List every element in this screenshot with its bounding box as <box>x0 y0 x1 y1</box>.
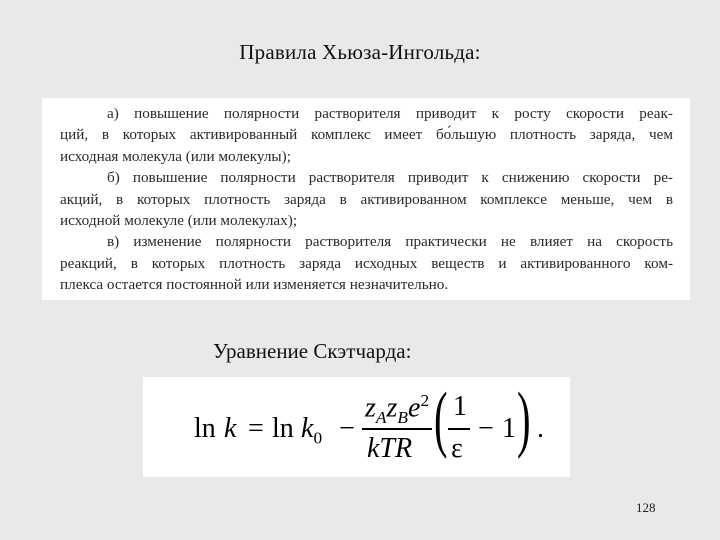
z-b-subscript: B <box>397 407 409 427</box>
equation-title: Уравнение Скэтчарда: <box>213 339 412 363</box>
epsilon: ε <box>451 433 463 464</box>
z-a-subscript: A <box>375 407 387 427</box>
rule-b-line-3: исходной молекуле (или молекулах); <box>60 212 298 230</box>
e-exponent: 2 <box>420 391 430 410</box>
z-b: z <box>386 392 398 424</box>
right-paren: ) <box>517 378 531 460</box>
rule-c-line-1: в) изменение полярности растворителя практически не влияет на скорость <box>107 233 673 251</box>
rule-c-line-3: плекса остается постоянной или изменяется незначительно. <box>60 276 449 294</box>
k-variable: k <box>224 413 237 444</box>
scatchard-equation <box>143 377 570 477</box>
minus-sign-2: − <box>478 413 494 444</box>
rules-scan-box <box>42 98 690 300</box>
k0-subscript: 0 <box>313 428 323 448</box>
ln-left: ln <box>194 413 216 444</box>
period: . <box>537 413 544 444</box>
left-paren: ( <box>434 378 448 460</box>
rule-c-line-2: реакций, в которых плотность заряда исходных веществ и активированного ком- <box>60 254 673 272</box>
rule-a-line-1: а) повышение полярности растворителя приводит к росту скорости реак- <box>107 105 673 122</box>
main-fraction-bar <box>362 428 432 430</box>
page-number: 128 <box>636 500 656 515</box>
rule-b-line-1: б) повышение полярности растворителя приводит к снижению скорости ре- <box>107 169 673 187</box>
minus-sign-1: − <box>339 413 355 444</box>
kTR-denominator: kTR <box>367 433 413 464</box>
one: 1 <box>502 413 516 444</box>
rule-b-line-2: акций, в которых плотность заряда в активированном комплексе меньше, чем в <box>60 190 673 208</box>
z-a: z <box>365 392 376 424</box>
inner-numerator: 1 <box>453 391 467 422</box>
scatchard-equation-box <box>143 377 570 477</box>
slide-title: Правила Хьюза-Ингольда: <box>239 40 481 64</box>
k0-variable: k <box>301 413 314 444</box>
e-charge: e <box>408 392 421 424</box>
rule-a-line-3: исходная молекула (или молекулы); <box>60 147 291 165</box>
rule-a-line-2: ций, в которых активированный комплекс имеет бо́льшую плотность заряда, чем <box>60 126 673 144</box>
inner-fraction-bar <box>448 428 470 430</box>
equals-sign: = <box>248 413 264 444</box>
ln-right: ln <box>272 413 294 444</box>
